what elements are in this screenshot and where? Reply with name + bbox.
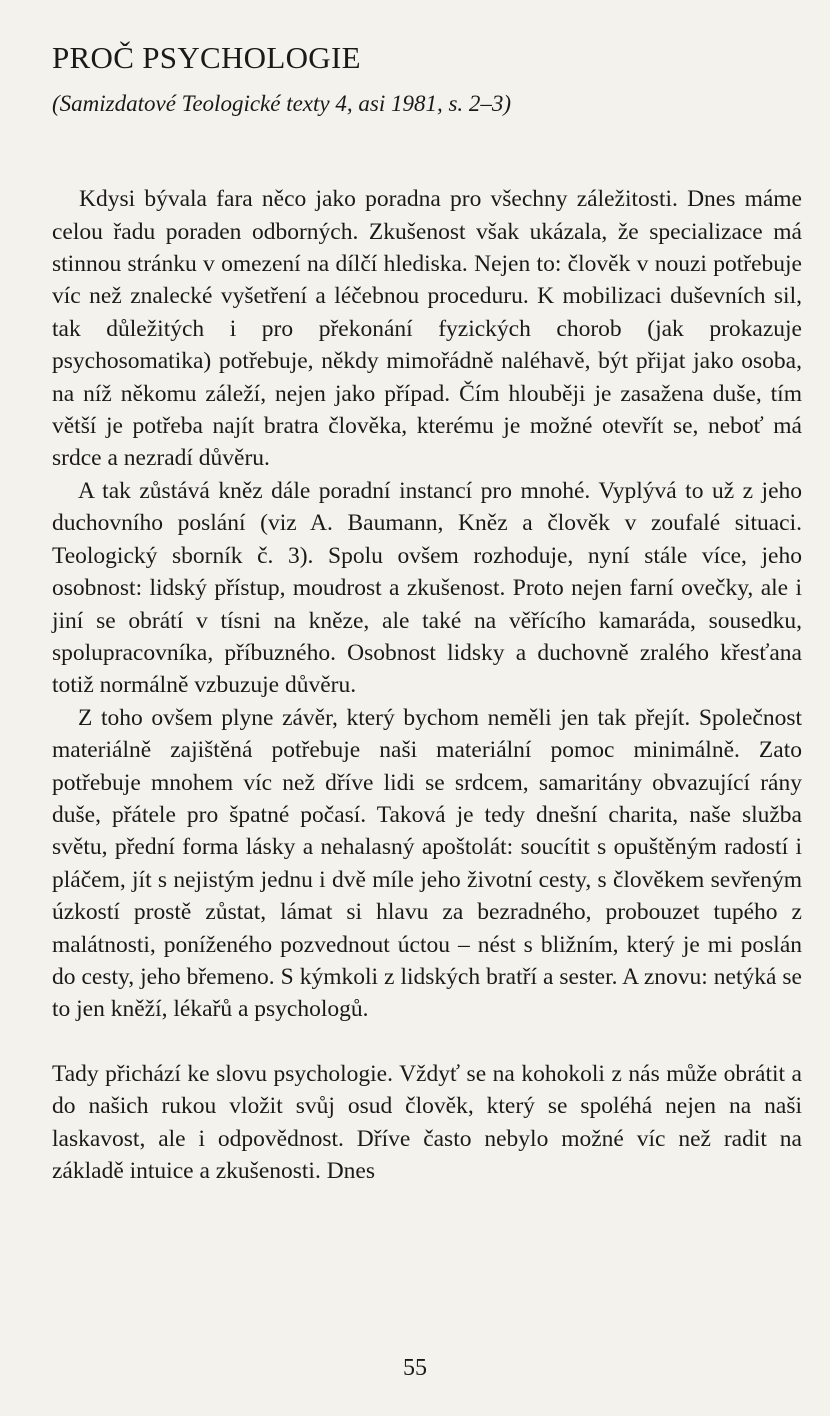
body-text — [52, 183, 802, 1187]
paragraph-3: Z toho ovšem plyne závěr, který bychom neměli jen tak přejít. Společnost materiálně zajištěná potřebuje naši materiální pomoc minimálně. Zato potřebuje mnohem víc než dříve lidi se srdcem, samaritány obvazující rány duše, přátele pro špatné počasí. Taková je tedy dnešní charita, naše služba světu, přední forma lásky a nehalasný apoštolát: soucítit s opuštěným radostí i pláčem, jít s nejistým jednu i dvě míle jeho životní cesty, s člověkem sevřeným úzkostí prostě zůstat, lámat si hlavu za bezradného, probouzet tupého z malátnosti, poníženého pozvednout úctou – nést s bližním, který je mi poslán do cesty, jeho břemeno. S kýmkoli z lidských bratří a sester. A znovu: netýká se to jen kněží, lékařů a psychologů. — [52, 704, 802, 1023]
page-title: PROČ PSYCHOLOGIE — [52, 40, 361, 75]
paragraph-4: Tady přichází ke slovu psychologie. Vždyť se na kohokoli z nás může obrátit a do našich rukou vložit svůj osud člověk, který se spoléhá nejen na naši laskavost, ale i odpovědnost. Dříve často nebylo možné víc než radit na základě intuice a zkušenosti. Dnes — [52, 1060, 802, 1185]
page-number: 55 — [403, 1355, 427, 1381]
paragraph-1: Kdysi bývala fara něco jako poradna pro všechny záležitosti. Dnes máme celou řadu poraden odborných. Zkušenost však ukázala, že specializace má stinnou stránku v omezení na dílčí hlediska. Nejen to: člověk v nouzi potřebuje víc než znalecké vyšetření a léčebnou proceduru. K mobilizaci duševních sil, tak důležitých i pro překonání fyzických chorob (jak prokazuje psychosomatika) potřebuje, někdy mimořádně naléhavě, být přijat jako osoba, na níž někomu záleží, nejen jako případ. Čím hlouběji je zasažena duše, tím větší je potřeba najít bratra člověka, kterému je možné otevřít se, neboť má srdce a nezradí důvěru. — [52, 186, 802, 472]
source-citation: (Samizdatové Teologické texty 4, asi 1981, s. 2–3) — [52, 90, 512, 116]
paragraph-2: A tak zůstává kněz dále poradní instancí pro mnohé. Vyplývá to už z jeho duchovního poslání (viz A. Baumann, Kněz a člověk v zoufalé situaci. Teologický sborník č. 3). Spolu ovšem rozhoduje, nyní stále více, jeho osobnost: lidský přístup, moudrost a zkušenost. Proto nejen farní ovečky, ale i jiní se obrátí v tísni na kněze, ale také na věřícího kamaráda, sousedku, spolupracovníka, příbuzného. Osobnost lidsky a duchovně zralého křesťana totiž normálně vzbuzuje důvěru. — [52, 477, 802, 699]
